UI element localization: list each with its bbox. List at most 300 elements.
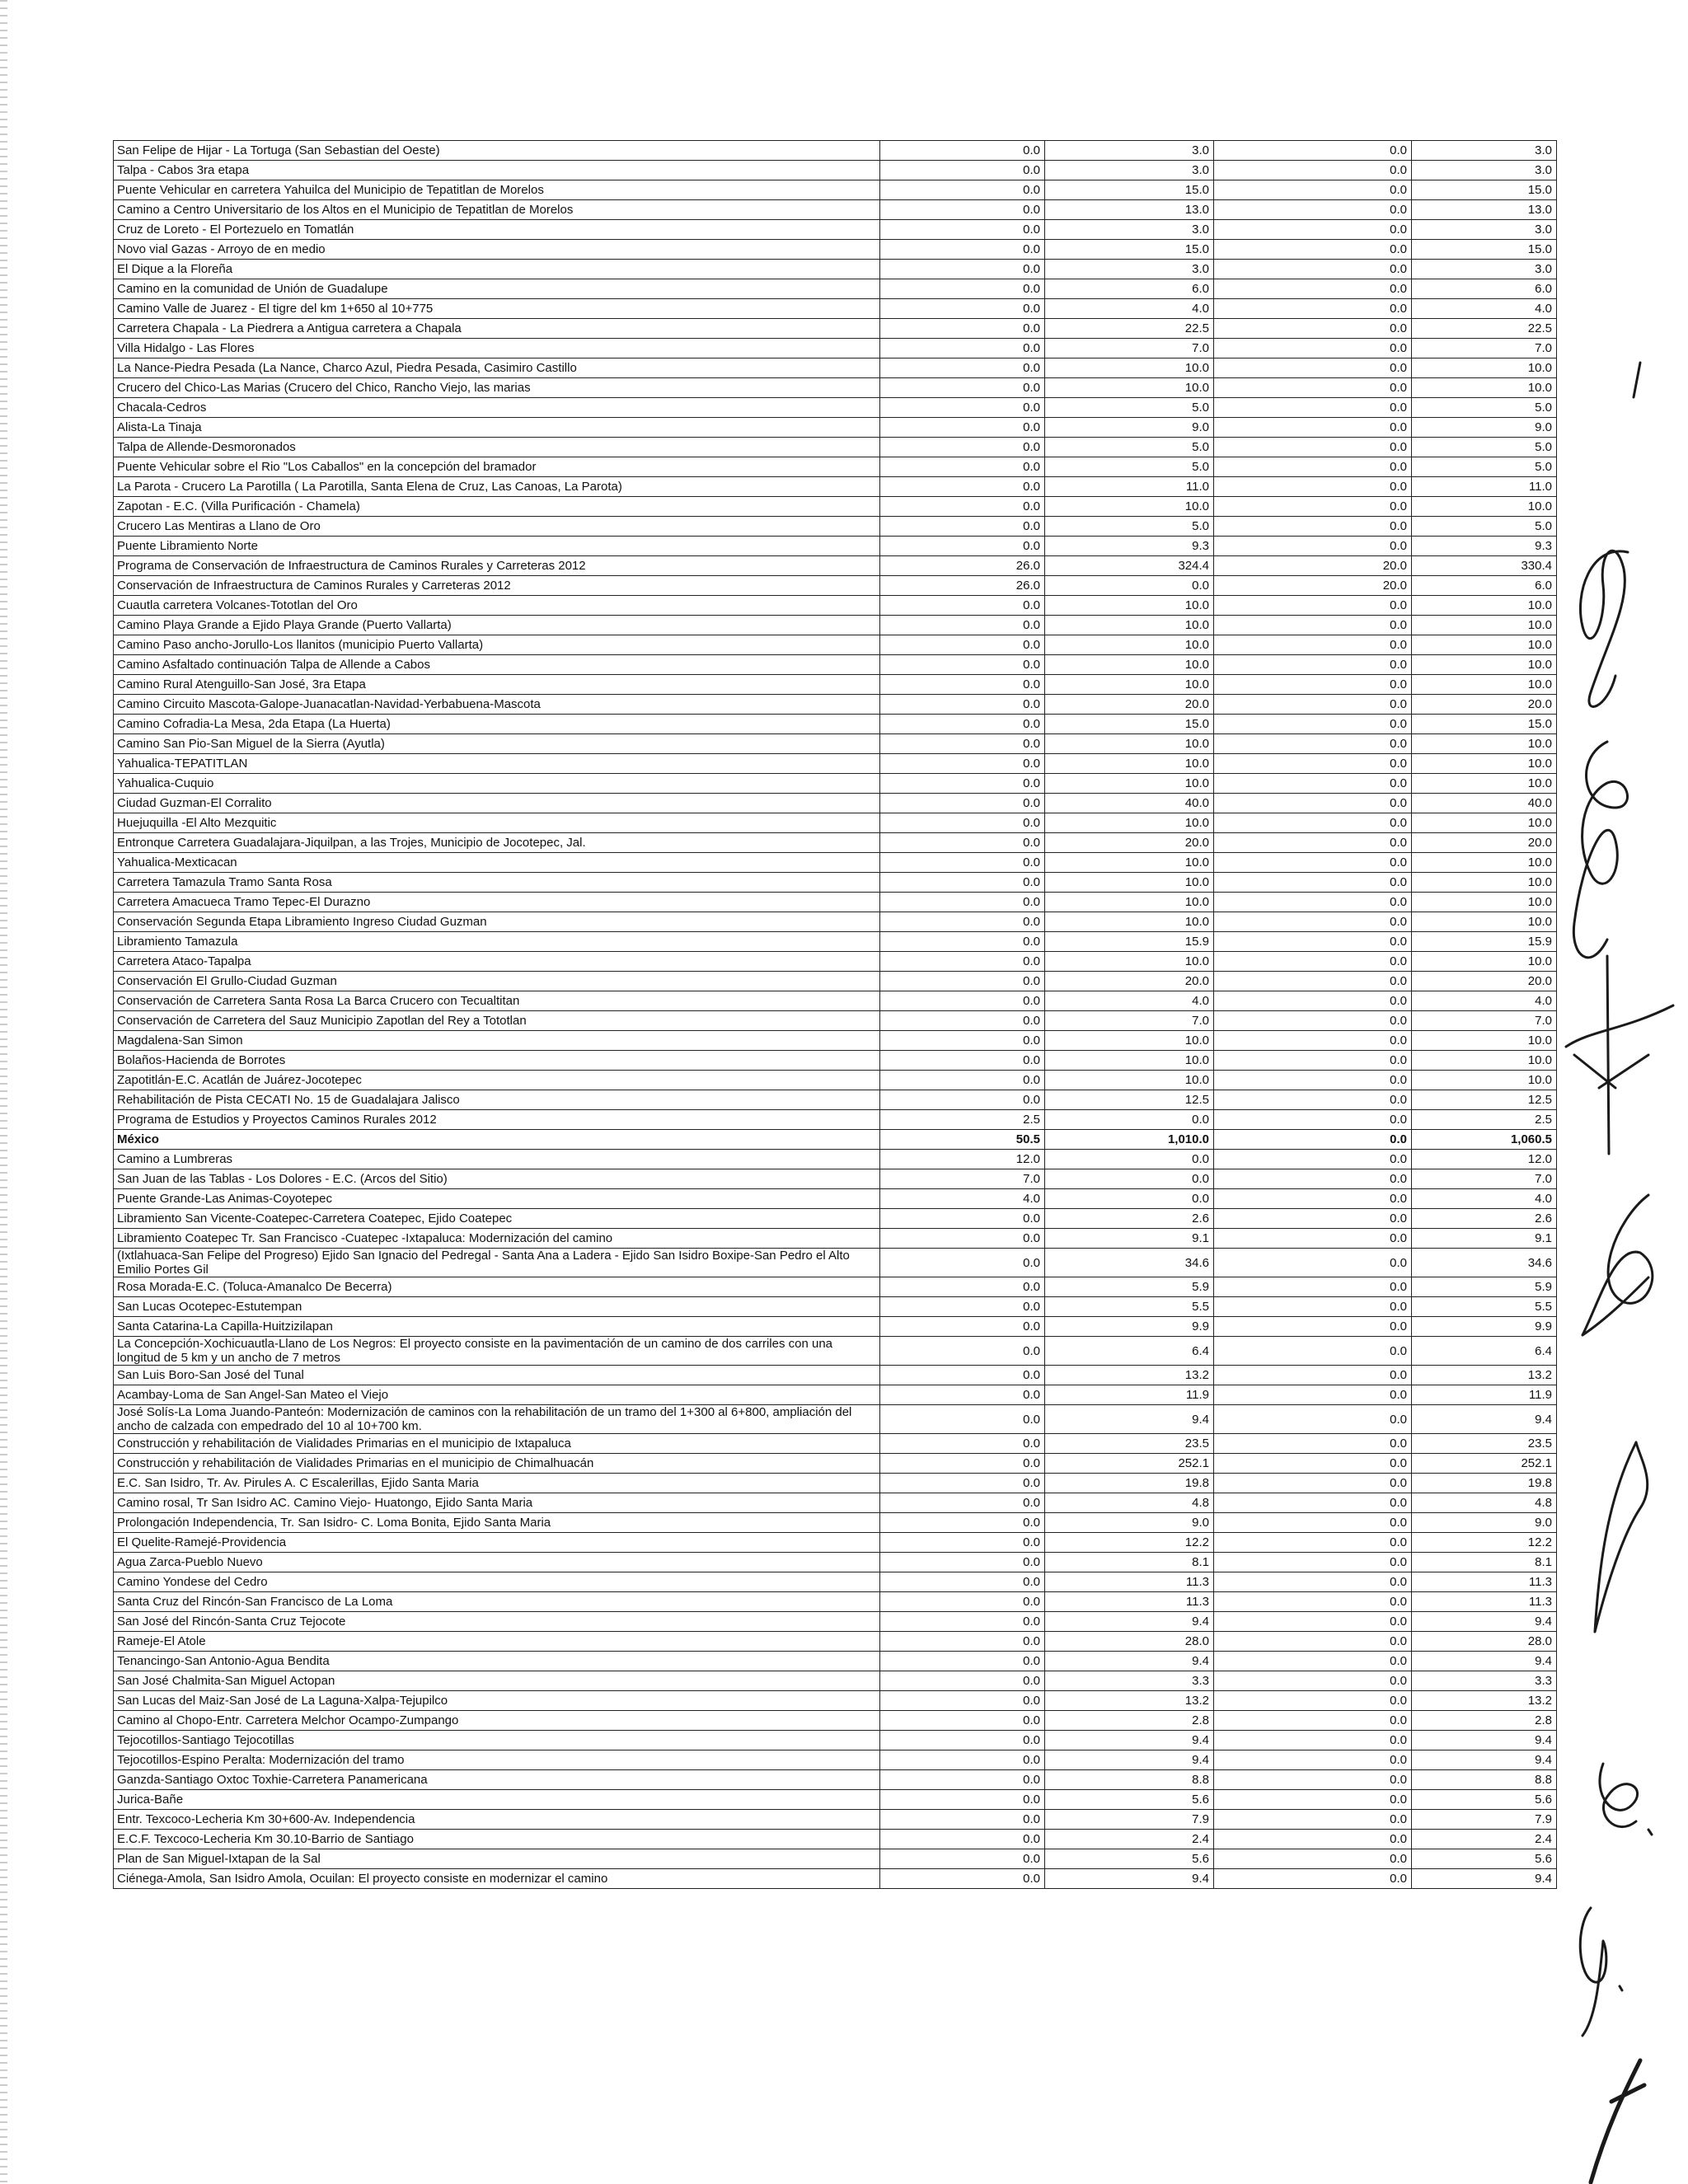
value-cell-1: 0.0 [880, 1090, 1045, 1110]
value-cell-1: 0.0 [880, 1731, 1045, 1750]
row-name-cell: Entr. Texcoco-Lecheria Km 30+600-Av. Independencia [114, 1810, 880, 1830]
row-name-cell: La Parota - Crucero La Parotilla ( La Parotilla, Santa Elena de Cruz, Las Canoas, La Parota) [114, 477, 880, 497]
value-cell-1: 0.0 [880, 932, 1045, 952]
value-cell-1: 0.0 [880, 972, 1045, 991]
row-name-cell: Camino Circuito Mascota-Galope-Juanacatlan-Navidad-Yerbabuena-Mascota [114, 695, 880, 715]
row-name-cell: Tejocotillos-Santiago Tejocotillas [114, 1731, 880, 1750]
signature-cross [1566, 956, 1673, 1154]
table-row [114, 675, 1557, 695]
value-cell-4: 4.0 [1412, 1189, 1557, 1209]
value-cell-3: 0.0 [1214, 655, 1412, 675]
value-cell-4: 10.0 [1412, 497, 1557, 517]
value-cell-2: 324.4 [1045, 556, 1214, 576]
row-name-cell: José Solís-La Loma Juando-Panteón: Modernización de caminos con la rehabilitación de un tramo del 1+300 al 6+800, ampliación del ancho de calzada con empedrado del 10 al 10+700 km. [114, 1405, 880, 1434]
value-cell-4: 5.6 [1412, 1790, 1557, 1810]
value-cell-1: 0.0 [880, 161, 1045, 180]
value-cell-2: 9.3 [1045, 537, 1214, 556]
table-row [114, 1297, 1557, 1317]
value-cell-4: 23.5 [1412, 1434, 1557, 1454]
row-name-cell: Chacala-Cedros [114, 398, 880, 418]
value-cell-2: 8.8 [1045, 1770, 1214, 1790]
value-cell-1: 0.0 [880, 398, 1045, 418]
row-name-cell: Villa Hidalgo - Las Flores [114, 339, 880, 359]
row-name-cell: San Lucas Ocotepec-Estutempan [114, 1297, 880, 1317]
value-cell-2: 7.0 [1045, 1011, 1214, 1031]
value-cell-1: 0.0 [880, 1317, 1045, 1337]
table-row [114, 1150, 1557, 1169]
signature-stroke-4 [1595, 1442, 1648, 1632]
table-row [114, 398, 1557, 418]
value-cell-2: 5.6 [1045, 1790, 1214, 1810]
row-name-cell: Cuautla carretera Volcanes-Tototlan del Oro [114, 596, 880, 616]
value-cell-2: 10.0 [1045, 912, 1214, 932]
value-cell-4: 10.0 [1412, 813, 1557, 833]
value-cell-1: 0.0 [880, 1553, 1045, 1572]
row-name-cell: Tenancingo-San Antonio-Agua Bendita [114, 1652, 880, 1671]
table-row [114, 1533, 1557, 1553]
value-cell-2: 10.0 [1045, 675, 1214, 695]
value-cell-1: 0.0 [880, 1810, 1045, 1830]
row-name-cell: Camino Cofradia-La Mesa, 2da Etapa (La Huerta) [114, 715, 880, 734]
value-cell-4: 13.2 [1412, 1366, 1557, 1385]
value-cell-4: 9.4 [1412, 1612, 1557, 1632]
table-row [114, 1277, 1557, 1297]
value-cell-1: 0.0 [880, 1790, 1045, 1810]
value-cell-1: 0.0 [880, 952, 1045, 972]
table-row [114, 497, 1557, 517]
row-name-cell: La Concepción-Xochicuautla-Llano de Los Negros: El proyecto consiste en la pavimentación de un camino de dos carriles con una longitud de 5 km y un ancho de 7 metros [114, 1337, 880, 1366]
table-row [114, 1711, 1557, 1731]
value-cell-3: 0.0 [1214, 1209, 1412, 1229]
table-row [114, 1830, 1557, 1849]
table-row [114, 1229, 1557, 1249]
row-name-cell: Puente Libramiento Norte [114, 537, 880, 556]
row-name-cell: Huejuquilla -El Alto Mezquitic [114, 813, 880, 833]
value-cell-3: 0.0 [1214, 1189, 1412, 1209]
value-cell-2: 10.0 [1045, 774, 1214, 794]
value-cell-3: 0.0 [1214, 1229, 1412, 1249]
value-cell-4: 15.9 [1412, 932, 1557, 952]
table-row [114, 279, 1557, 299]
value-cell-3: 0.0 [1214, 398, 1412, 418]
table-row [114, 1051, 1557, 1071]
row-name-cell: Talpa - Cabos 3ra etapa [114, 161, 880, 180]
value-cell-3: 0.0 [1214, 774, 1412, 794]
value-cell-1: 0.0 [880, 813, 1045, 833]
value-cell-2: 23.5 [1045, 1434, 1214, 1454]
value-cell-4: 9.1 [1412, 1229, 1557, 1249]
value-cell-2: 2.4 [1045, 1830, 1214, 1849]
value-cell-4: 10.0 [1412, 912, 1557, 932]
value-cell-3: 0.0 [1214, 794, 1412, 813]
table-row [114, 1750, 1557, 1770]
value-cell-4: 10.0 [1412, 359, 1557, 378]
value-cell-3: 0.0 [1214, 438, 1412, 457]
value-cell-3: 0.0 [1214, 1169, 1412, 1189]
value-cell-1: 0.0 [880, 1533, 1045, 1553]
table-row [114, 1405, 1557, 1434]
value-cell-1: 0.0 [880, 537, 1045, 556]
value-cell-4: 10.0 [1412, 734, 1557, 754]
row-name-cell: Carretera Amacueca Tramo Tepec-El Durazno [114, 893, 880, 912]
value-cell-2: 9.9 [1045, 1317, 1214, 1337]
value-cell-3: 0.0 [1214, 299, 1412, 319]
scan-margin-edge [0, 0, 7, 2184]
row-name-cell: Tejocotillos-Espino Peralta: Modernización del tramo [114, 1750, 880, 1770]
value-cell-2: 9.4 [1045, 1731, 1214, 1750]
value-cell-3: 0.0 [1214, 1454, 1412, 1474]
value-cell-2: 9.0 [1045, 418, 1214, 438]
value-cell-3: 0.0 [1214, 1810, 1412, 1830]
row-name-cell: Ganzda-Santiago Oxtoc Toxhie-Carretera Panamericana [114, 1770, 880, 1790]
value-cell-1: 0.0 [880, 1405, 1045, 1434]
value-cell-1: 0.0 [880, 1592, 1045, 1612]
value-cell-1: 0.0 [880, 1849, 1045, 1869]
value-cell-2: 9.0 [1045, 1513, 1214, 1533]
value-cell-3: 0.0 [1214, 161, 1412, 180]
value-cell-2: 28.0 [1045, 1632, 1214, 1652]
value-cell-2: 20.0 [1045, 695, 1214, 715]
value-cell-3: 20.0 [1214, 576, 1412, 596]
value-cell-1: 0.0 [880, 1337, 1045, 1366]
value-cell-4: 9.0 [1412, 1513, 1557, 1533]
table-row [114, 1652, 1557, 1671]
value-cell-3: 0.0 [1214, 833, 1412, 853]
value-cell-3: 0.0 [1214, 1572, 1412, 1592]
value-cell-4: 28.0 [1412, 1632, 1557, 1652]
row-name-cell: Talpa de Allende-Desmoronados [114, 438, 880, 457]
row-name-cell: Libramiento Tamazula [114, 932, 880, 952]
signature-loop-1 [1580, 551, 1628, 706]
value-cell-3: 0.0 [1214, 952, 1412, 972]
table-row [114, 932, 1557, 952]
value-cell-3: 0.0 [1214, 1366, 1412, 1385]
value-cell-1: 0.0 [880, 180, 1045, 200]
value-cell-3: 0.0 [1214, 1592, 1412, 1612]
value-cell-1: 2.5 [880, 1110, 1045, 1130]
value-cell-2: 10.0 [1045, 734, 1214, 754]
value-cell-1: 0.0 [880, 873, 1045, 893]
value-cell-2: 10.0 [1045, 873, 1214, 893]
value-cell-4: 10.0 [1412, 616, 1557, 635]
value-cell-1: 0.0 [880, 1031, 1045, 1051]
value-cell-2: 3.3 [1045, 1671, 1214, 1691]
value-cell-3: 0.0 [1214, 1277, 1412, 1297]
value-cell-4: 6.0 [1412, 576, 1557, 596]
value-cell-3: 0.0 [1214, 715, 1412, 734]
row-name-cell: Prolongación Independencia, Tr. San Isidro- C. Loma Bonita, Ejido Santa Maria [114, 1513, 880, 1533]
handwritten-signatures [1558, 346, 1681, 2184]
table-row [114, 1849, 1557, 1869]
row-name-cell: Construcción y rehabilitación de Vialidades Primarias en el municipio de Ixtapaluca [114, 1434, 880, 1454]
value-cell-3: 0.0 [1214, 141, 1412, 161]
value-cell-3: 0.0 [1214, 695, 1412, 715]
value-cell-1: 0.0 [880, 991, 1045, 1011]
value-cell-1: 0.0 [880, 319, 1045, 339]
table-row [114, 655, 1557, 675]
value-cell-4: 10.0 [1412, 853, 1557, 873]
value-cell-2: 6.4 [1045, 1337, 1214, 1366]
value-cell-2: 9.4 [1045, 1612, 1214, 1632]
value-cell-4: 7.0 [1412, 339, 1557, 359]
value-cell-2: 5.0 [1045, 457, 1214, 477]
table-row [114, 1770, 1557, 1790]
value-cell-4: 6.0 [1412, 279, 1557, 299]
value-cell-2: 10.0 [1045, 754, 1214, 774]
value-cell-4: 9.4 [1412, 1652, 1557, 1671]
table-row [114, 1553, 1557, 1572]
value-cell-4: 10.0 [1412, 952, 1557, 972]
table-row [114, 359, 1557, 378]
value-cell-4: 12.5 [1412, 1090, 1557, 1110]
value-cell-3: 0.0 [1214, 359, 1412, 378]
value-cell-3: 0.0 [1214, 1652, 1412, 1671]
table-row [114, 1869, 1557, 1889]
row-name-cell: Rameje-El Atole [114, 1632, 880, 1652]
value-cell-2: 5.0 [1045, 398, 1214, 418]
table-row [114, 418, 1557, 438]
value-cell-2: 5.0 [1045, 517, 1214, 537]
table-row [114, 952, 1557, 972]
value-cell-2: 0.0 [1045, 1150, 1214, 1169]
value-cell-4: 2.5 [1412, 1110, 1557, 1130]
value-cell-2: 11.9 [1045, 1385, 1214, 1405]
value-cell-3: 0.0 [1214, 1533, 1412, 1553]
value-cell-2: 6.0 [1045, 279, 1214, 299]
table-row [114, 1632, 1557, 1652]
value-cell-2: 0.0 [1045, 1189, 1214, 1209]
value-cell-4: 20.0 [1412, 972, 1557, 991]
row-name-cell: Yahualica-TEPATITLAN [114, 754, 880, 774]
value-cell-4: 22.5 [1412, 319, 1557, 339]
value-cell-2: 10.0 [1045, 853, 1214, 873]
table-row [114, 873, 1557, 893]
value-cell-1: 0.0 [880, 200, 1045, 220]
value-cell-3: 0.0 [1214, 418, 1412, 438]
value-cell-3: 0.0 [1214, 813, 1412, 833]
value-cell-4: 5.0 [1412, 398, 1557, 418]
value-cell-1: 0.0 [880, 1671, 1045, 1691]
table-row [114, 1385, 1557, 1405]
value-cell-3: 0.0 [1214, 260, 1412, 279]
value-cell-3: 0.0 [1214, 1830, 1412, 1849]
row-name-cell: E.C. San Isidro, Tr. Av. Pirules A. C Escalerillas, Ejido Santa Maria [114, 1474, 880, 1493]
value-cell-2: 4.8 [1045, 1493, 1214, 1513]
table-row [114, 1337, 1557, 1366]
value-cell-3: 0.0 [1214, 1770, 1412, 1790]
table-row [114, 715, 1557, 734]
value-cell-4: 9.0 [1412, 418, 1557, 438]
value-cell-3: 0.0 [1214, 1130, 1412, 1150]
table-row [114, 200, 1557, 220]
value-cell-4: 4.8 [1412, 1493, 1557, 1513]
value-cell-1: 0.0 [880, 299, 1045, 319]
value-cell-4: 15.0 [1412, 240, 1557, 260]
value-cell-3: 0.0 [1214, 873, 1412, 893]
value-cell-4: 5.5 [1412, 1297, 1557, 1317]
value-cell-2: 12.2 [1045, 1533, 1214, 1553]
table-row [114, 813, 1557, 833]
row-name-cell: San Felipe de Hijar - La Tortuga (San Sebastian del Oeste) [114, 141, 880, 161]
table-row [114, 1691, 1557, 1711]
row-name-cell: Jurica-Bañe [114, 1790, 880, 1810]
value-cell-1: 0.0 [880, 1652, 1045, 1671]
value-cell-1: 0.0 [880, 517, 1045, 537]
value-cell-4: 10.0 [1412, 378, 1557, 398]
value-cell-1: 0.0 [880, 1434, 1045, 1454]
value-cell-1: 0.0 [880, 1572, 1045, 1592]
row-name-cell: (Ixtlahuaca-San Felipe del Progreso) Ejido San Ignacio del Pedregal - Santa Ana a Ladera - Ejido San Isidro Boxipe-San Pedro el Alto Emilio Portes Gil [114, 1249, 880, 1277]
value-cell-3: 0.0 [1214, 1150, 1412, 1169]
value-cell-1: 26.0 [880, 556, 1045, 576]
value-cell-3: 0.0 [1214, 1011, 1412, 1031]
value-cell-1: 0.0 [880, 1454, 1045, 1474]
value-cell-2: 10.0 [1045, 359, 1214, 378]
value-cell-3: 0.0 [1214, 378, 1412, 398]
value-cell-2: 5.5 [1045, 1297, 1214, 1317]
value-cell-3: 0.0 [1214, 1090, 1412, 1110]
row-name-cell: Bolaños-Hacienda de Borrotes [114, 1051, 880, 1071]
row-name-cell: San Luis Boro-San José del Tunal [114, 1366, 880, 1385]
table-row [114, 1612, 1557, 1632]
value-cell-1: 0.0 [880, 1249, 1045, 1277]
table-row [114, 1474, 1557, 1493]
row-name-cell: Construcción y rehabilitación de Vialidades Primarias en el municipio de Chimalhuacán [114, 1454, 880, 1474]
table-row [114, 180, 1557, 200]
value-cell-2: 10.0 [1045, 616, 1214, 635]
row-name-cell: Rosa Morada-E.C. (Toluca-Amanalco De Becerra) [114, 1277, 880, 1297]
signature-letter-g [1580, 1908, 1622, 2036]
table-row [114, 853, 1557, 873]
value-cell-4: 20.0 [1412, 833, 1557, 853]
value-cell-2: 0.0 [1045, 1110, 1214, 1130]
value-cell-3: 0.0 [1214, 675, 1412, 695]
value-cell-3: 0.0 [1214, 1405, 1412, 1434]
value-cell-2: 9.4 [1045, 1405, 1214, 1434]
value-cell-3: 0.0 [1214, 1671, 1412, 1691]
value-cell-3: 0.0 [1214, 1337, 1412, 1366]
row-name-cell: Camino Rural Atenguillo-San José, 3ra Etapa [114, 675, 880, 695]
value-cell-4: 13.0 [1412, 200, 1557, 220]
value-cell-3: 0.0 [1214, 1031, 1412, 1051]
value-cell-3: 20.0 [1214, 556, 1412, 576]
table-row [114, 1434, 1557, 1454]
value-cell-4: 5.6 [1412, 1849, 1557, 1869]
value-cell-3: 0.0 [1214, 497, 1412, 517]
table-row [114, 220, 1557, 240]
table-row [114, 1090, 1557, 1110]
table-row [114, 378, 1557, 398]
table-row [114, 1130, 1557, 1150]
value-cell-3: 0.0 [1214, 220, 1412, 240]
value-cell-4: 15.0 [1412, 715, 1557, 734]
table-row [114, 893, 1557, 912]
value-cell-4: 9.4 [1412, 1405, 1557, 1434]
table-row [114, 1209, 1557, 1229]
value-cell-4: 5.9 [1412, 1277, 1557, 1297]
value-cell-1: 0.0 [880, 1011, 1045, 1031]
value-cell-4: 1,060.5 [1412, 1130, 1557, 1150]
table-row [114, 161, 1557, 180]
value-cell-4: 6.4 [1412, 1337, 1557, 1366]
value-cell-2: 10.0 [1045, 635, 1214, 655]
row-name-cell: San José Chalmita-San Miguel Actopan [114, 1671, 880, 1691]
value-cell-2: 10.0 [1045, 1031, 1214, 1051]
value-cell-4: 7.0 [1412, 1011, 1557, 1031]
value-cell-4: 12.2 [1412, 1533, 1557, 1553]
value-cell-4: 11.0 [1412, 477, 1557, 497]
value-cell-2: 15.0 [1045, 180, 1214, 200]
row-name-cell: Libramiento San Vicente-Coatepec-Carretera Coatepec, Ejido Coatepec [114, 1209, 880, 1229]
table-row [114, 912, 1557, 932]
value-cell-2: 11.3 [1045, 1592, 1214, 1612]
value-cell-1: 0.0 [880, 457, 1045, 477]
row-name-cell: E.C.F. Texcoco-Lecheria Km 30.10-Barrio de Santiago [114, 1830, 880, 1849]
value-cell-4: 8.1 [1412, 1553, 1557, 1572]
table-row [114, 299, 1557, 319]
row-name-cell: Camino Valle de Juarez - El tigre del km 1+650 al 10+775 [114, 299, 880, 319]
table-row [114, 972, 1557, 991]
signature-final-stroke [1591, 2060, 1644, 2182]
row-name-cell: Camino rosal, Tr San Isidro AC. Camino Viejo- Huatongo, Ejido Santa Maria [114, 1493, 880, 1513]
value-cell-1: 0.0 [880, 1277, 1045, 1297]
row-name-cell: Conservación de Carretera Santa Rosa La Barca Crucero con Tecualtitan [114, 991, 880, 1011]
value-cell-4: 252.1 [1412, 1454, 1557, 1474]
value-cell-3: 0.0 [1214, 1317, 1412, 1337]
value-cell-4: 330.4 [1412, 556, 1557, 576]
value-cell-2: 4.0 [1045, 299, 1214, 319]
value-cell-1: 0.0 [880, 240, 1045, 260]
row-name-cell: Camino Paso ancho-Jorullo-Los llanitos (municipio Puerto Vallarta) [114, 635, 880, 655]
value-cell-2: 3.0 [1045, 260, 1214, 279]
table-row [114, 1572, 1557, 1592]
table-row [114, 556, 1557, 576]
value-cell-3: 0.0 [1214, 972, 1412, 991]
value-cell-3: 0.0 [1214, 537, 1412, 556]
value-cell-1: 50.5 [880, 1130, 1045, 1150]
row-name-cell: El Quelite-Ramejé-Providencia [114, 1533, 880, 1553]
table-row [114, 991, 1557, 1011]
value-cell-1: 0.0 [880, 1474, 1045, 1493]
value-cell-1: 0.0 [880, 141, 1045, 161]
value-cell-4: 8.8 [1412, 1770, 1557, 1790]
value-cell-4: 11.9 [1412, 1385, 1557, 1405]
value-cell-1: 0.0 [880, 754, 1045, 774]
value-cell-2: 10.0 [1045, 596, 1214, 616]
value-cell-3: 0.0 [1214, 200, 1412, 220]
value-cell-1: 26.0 [880, 576, 1045, 596]
value-cell-2: 15.0 [1045, 240, 1214, 260]
row-name-cell: México [114, 1130, 880, 1150]
value-cell-4: 10.0 [1412, 596, 1557, 616]
row-name-cell: Crucero del Chico-Las Marias (Crucero del Chico, Rancho Viejo, las marias [114, 378, 880, 398]
value-cell-4: 9.4 [1412, 1750, 1557, 1770]
value-cell-2: 4.0 [1045, 991, 1214, 1011]
value-cell-1: 0.0 [880, 1632, 1045, 1652]
value-cell-4: 10.0 [1412, 893, 1557, 912]
value-cell-3: 0.0 [1214, 893, 1412, 912]
value-cell-2: 9.4 [1045, 1750, 1214, 1770]
value-cell-2: 13.2 [1045, 1691, 1214, 1711]
table-row [114, 537, 1557, 556]
value-cell-3: 0.0 [1214, 1385, 1412, 1405]
row-name-cell: San Juan de las Tablas - Los Dolores - E.C. (Arcos del Sitio) [114, 1169, 880, 1189]
table-row [114, 1169, 1557, 1189]
value-cell-4: 15.0 [1412, 180, 1557, 200]
table-row [114, 240, 1557, 260]
value-cell-3: 0.0 [1214, 1493, 1412, 1513]
value-cell-1: 0.0 [880, 1385, 1045, 1405]
